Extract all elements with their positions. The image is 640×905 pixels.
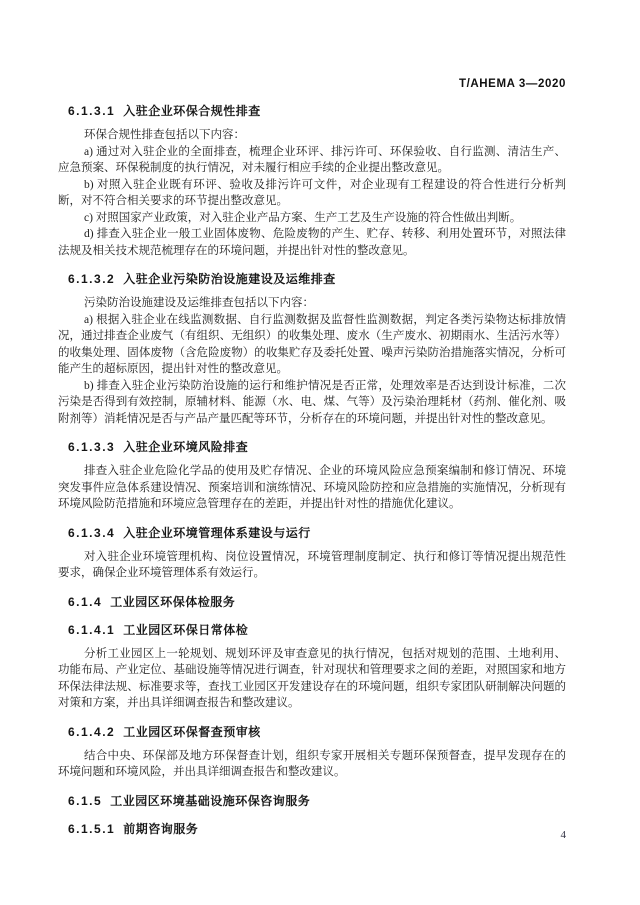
paragraph: 分析工业园区上一轮规划、规划环评及审查意见的执行情况，包括对规划的范围、土地利用、功能布局、产业定位、基础设施等情况进行调查，针对现状和管理要求之间的差距，对照国家和地方环保法律法规、标准要求等，查找工业园区开发建设存在的环境问题，组织专家团队研制解决问题的对策和方案，并出具详细调查报告和整改建议。 xyxy=(58,647,566,709)
section-heading xyxy=(58,793,566,809)
paragraph: c) 对照国家产业政策，对入驻企业产品方案、生产工艺及生产设施的符合性做出判断。 xyxy=(84,211,522,224)
section-heading xyxy=(58,594,566,610)
section-number: 6.1.3.3 xyxy=(68,440,116,454)
section-title: 工业园区环保体检服务 xyxy=(110,594,236,609)
section-title: 工业园区环境基础设施环保咨询服务 xyxy=(110,793,311,808)
section-title: 入驻企业环境管理体系建设与运行 xyxy=(123,525,311,540)
section-title: 入驻企业污染防治设施建设及运维排查 xyxy=(123,272,336,286)
paragraph: a) 根据入驻企业在线监测数据、自行监测数据及监督性监测数据，判定各类污染物达标排放情况，通过排查企业废气（有组织、无组织）的收集处理、废水（生产废水、初期雨水、生活污水等）的收集处理、固体废物（含危险废物）的收集贮存及委托处置、噪声污染防治措施落实情况，分析可能产生的超标原因，提出针对性的整改意见。 xyxy=(58,313,566,375)
page-number: 4 xyxy=(560,829,566,841)
section-heading xyxy=(58,439,566,455)
section-heading xyxy=(58,821,566,837)
document-body xyxy=(58,103,566,837)
section-heading xyxy=(58,622,566,638)
paragraph: a) 通过对入驻企业的全面排查，梳理企业环评、排污许可、环保验收、自行监测、清洁生产、应急预案、环保税制度的执行情况，对未履行相应手续的企业提出整改意见。 xyxy=(58,145,566,174)
section-number: 6.1.5 xyxy=(68,793,103,808)
section-number: 6.1.3.2 xyxy=(68,272,116,286)
section-heading xyxy=(58,271,566,287)
section-title: 工业园区环保督查预审核 xyxy=(123,724,261,739)
section-heading xyxy=(58,724,566,740)
paragraph: b) 排查入驻企业污染防治设施的运行和维护情况是否正常，处理效率是否达到设计标准，二次污染是否得到有效控制，原辅材料、能源（水、电、煤、气等）及污染治理耗材（药剂、催化剂、吸附剂等）消耗情况是否与产品产量匹配等环节，分析存在的环境问题，并提出针对性的整改意见。 xyxy=(58,379,566,425)
paragraph: 环保合规性排查包括以下内容： xyxy=(84,129,245,141)
paragraph: 结合中央、环保部及地方环保督查计划，组织专家开展相关专题环保预督查，提早发现存在的环境问题和环境风险，并出具详细调查报告和整改建议。 xyxy=(58,749,566,778)
page-content xyxy=(58,78,566,845)
section-title: 工业园区环保日常体检 xyxy=(123,622,249,637)
paragraph: d) 排查入驻企业一般工业固体废物、危险废物的产生、贮存、转移、利用处置环节，对照法律法规及相关技术规范梳理存在的环境问题，并提出针对性的整改意见。 xyxy=(58,228,566,257)
section-number: 6.1.3.1 xyxy=(68,104,116,118)
paragraph: 污染防治设施建设及运维排查包括以下内容： xyxy=(84,297,314,309)
section-number: 6.1.5.1 xyxy=(68,821,116,836)
paragraph: 排查入驻企业危险化学品的使用及贮存情况、企业的环境风险应急预案编制和修订情况、环境突发事件应急体系建设情况、预案培训和演练情况、环境风险防控和应急措施的实施情况，分析现有环境风险防范措施和环境应急管理存在的差距，并提出针对性的措施优化建议。 xyxy=(58,465,566,510)
section-heading xyxy=(58,103,566,119)
section-number: 6.1.4 xyxy=(68,594,103,609)
paragraph: 对入驻企业环境管理机构、岗位设置情况，环境管理制度制定、执行和修订等情况提出规范性要求，确保企业环境管理体系有效运行。 xyxy=(58,550,566,579)
section-title: 前期咨询服务 xyxy=(123,821,199,836)
section-title: 入驻企业环境风险排查 xyxy=(123,440,249,454)
section-heading xyxy=(58,525,566,541)
section-number: 6.1.4.1 xyxy=(68,622,116,637)
section-number: 6.1.4.2 xyxy=(68,724,116,739)
standard-number-header: T/AHEMA 3—2020 xyxy=(458,78,566,90)
section-title: 入驻企业环保合规性排查 xyxy=(123,104,261,118)
section-number: 6.1.3.4 xyxy=(68,525,116,540)
paragraph: b) 对照入驻企业既有环评、验收及排污许可文件，对企业现有工程建设的符合性进行分析判断，对不符合相关要求的环节提出整改意见。 xyxy=(58,178,566,207)
